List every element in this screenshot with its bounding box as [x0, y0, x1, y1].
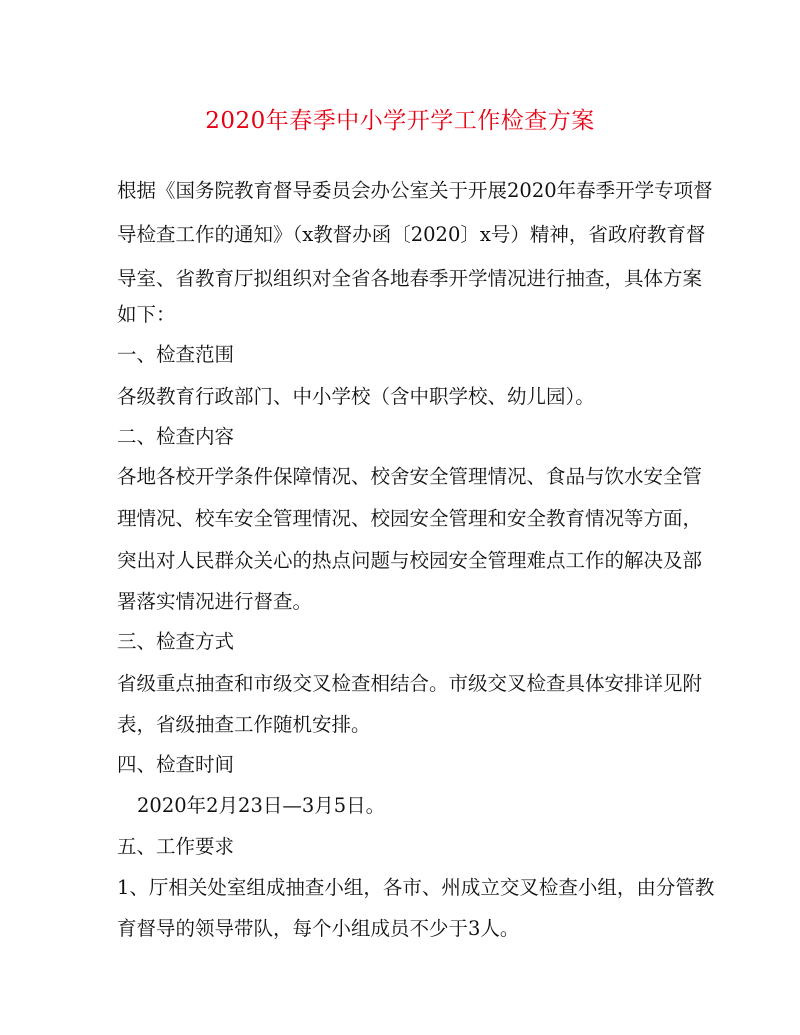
paragraph-line: 导检查工作的通知》（x教督办函〔2020〕x号）精神，省政府教育督: [117, 223, 706, 246]
section-heading-method: 三、检查方式: [117, 630, 235, 653]
paragraph-line: 根据《国务院教育督导委员会办公室关于开展2020年春季开学专项督: [117, 179, 713, 202]
section-heading-requirements: 五、工作要求: [117, 835, 235, 858]
paragraph-line: 1、厅相关处室组成抽查小组，各市、州成立交叉检查小组，由分管教: [117, 876, 715, 899]
paragraph-line: 育督导的领导带队，每个小组成员不少于3人。: [117, 917, 520, 940]
paragraph-line: 理情况、校车安全管理情况、校园安全管理和安全教育情况等方面，: [117, 507, 703, 530]
document-title: 2020年春季中小学开学工作检查方案: [205, 108, 595, 134]
paragraph-line: 突出对人民群众关心的热点问题与校园安全管理难点工作的解决及部: [117, 549, 703, 572]
paragraph-line: 导室、省教育厅拟组织对全省各地春季开学情况进行抽查，具体方案: [117, 267, 703, 290]
paragraph-line: 如下：: [117, 303, 176, 326]
paragraph-line: 表，省级抽查工作随机安排。: [117, 713, 371, 736]
paragraph-line: 省级重点抽查和市级交叉检查相结合。市级交叉检查具体安排详见附: [117, 672, 703, 695]
paragraph-line: 2020年2月23日—3月5日。: [137, 794, 386, 817]
paragraph-line: 各级教育行政部门、中小学校（含中职学校、幼儿园）。: [117, 385, 595, 408]
section-heading-time: 四、检查时间: [117, 753, 235, 776]
paragraph-line: 署落实情况进行督查。: [117, 590, 313, 613]
section-heading-content: 二、检查内容: [117, 425, 235, 448]
paragraph-line: 各地各校开学条件保障情况、校舍安全管理情况、食品与饮水安全管: [117, 465, 703, 488]
section-heading-scope: 一、检查范围: [117, 343, 235, 366]
